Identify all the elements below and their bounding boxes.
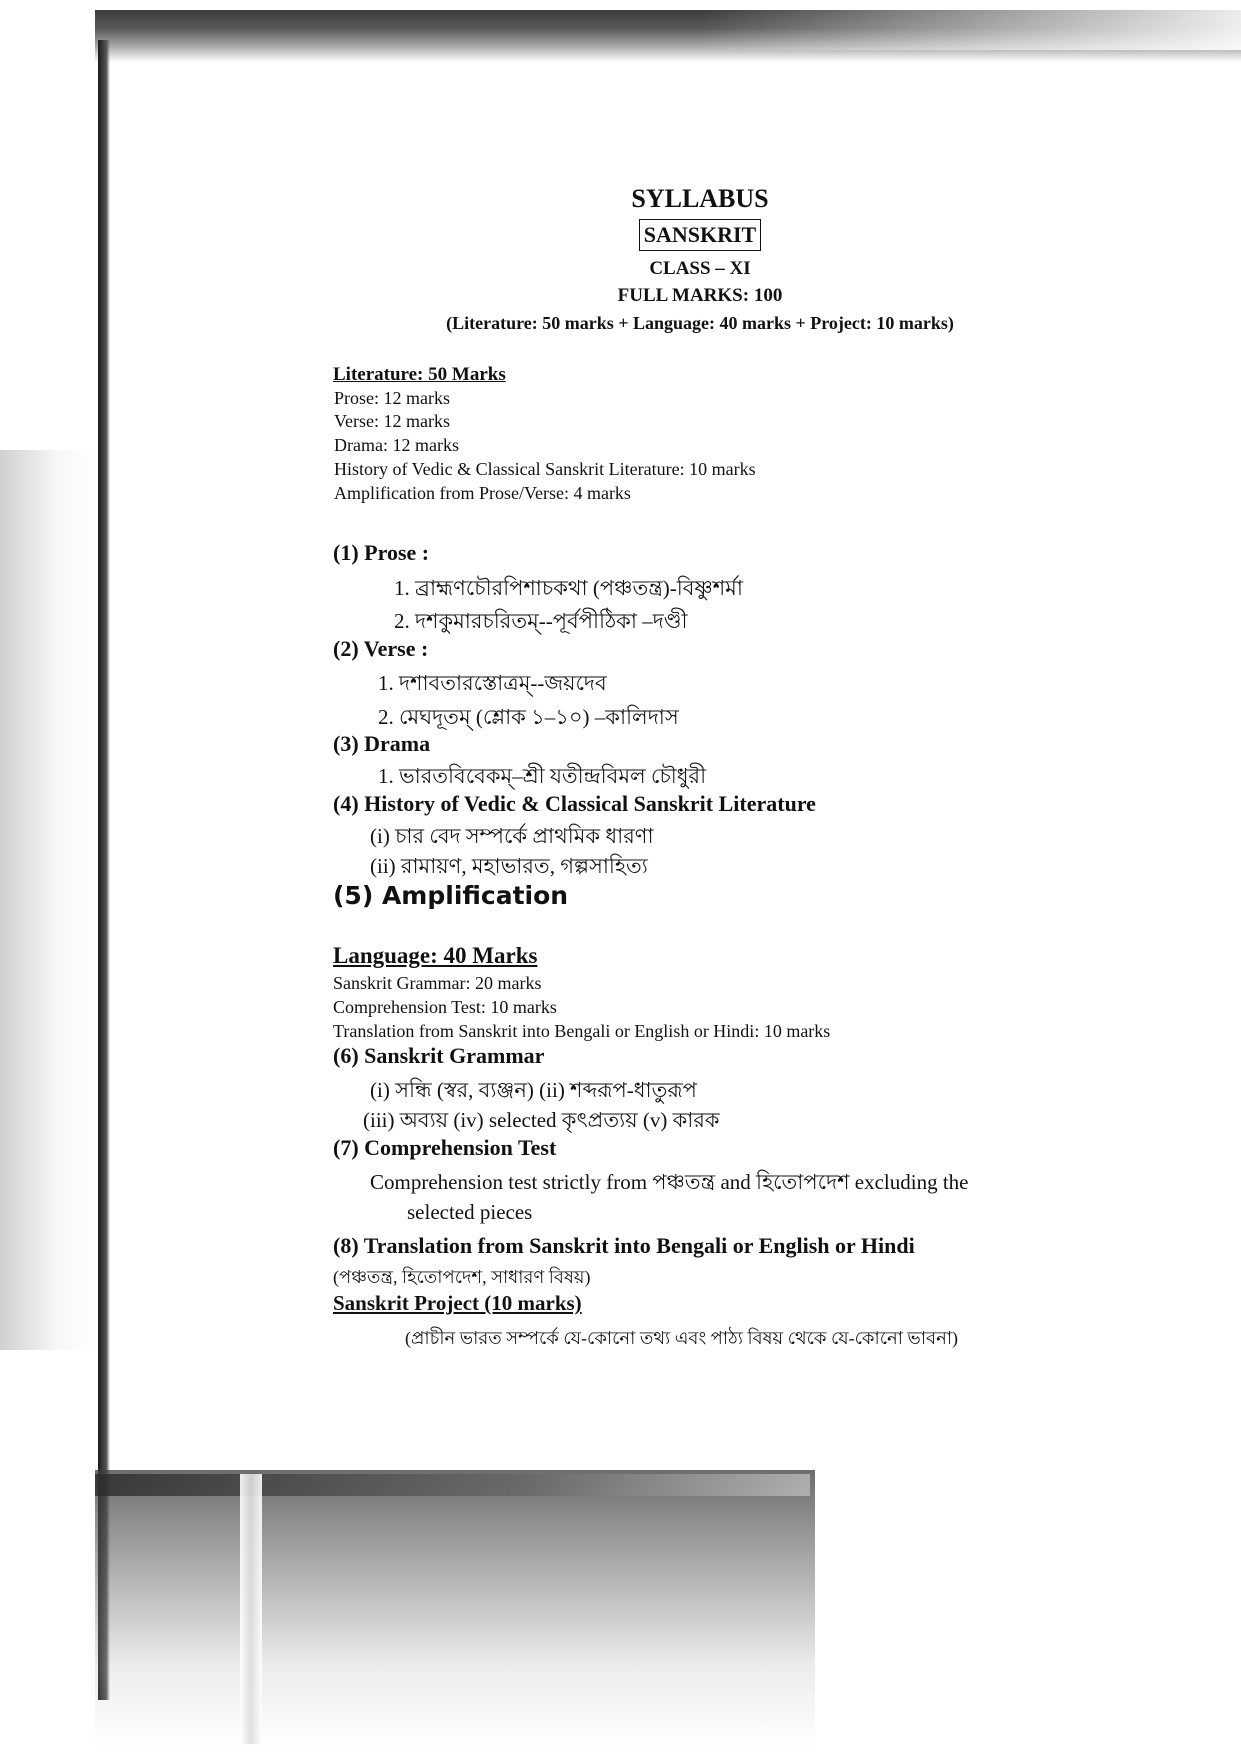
subject-box: SANSKRIT [639, 219, 761, 251]
literature-breakdown-item: Verse: 12 marks [334, 411, 450, 431]
prose-item: 2. দশকুমারচরিতম্--পূর্বপীঠিকা –দণ্ডী [394, 609, 688, 633]
grammar-heading: (6) Sanskrit Grammar [333, 1043, 545, 1068]
history-heading: (4) History of Vedic & Classical Sanskrit Literature [333, 791, 816, 816]
grammar-item: (i) সন্ধি (স্বর, ব্যঞ্জন) (ii) শব্দরূপ-ধাতুরূপ [370, 1078, 697, 1102]
project-heading: Sanskrit Project (10 marks) [333, 1291, 582, 1315]
language-breakdown-item: Comprehension Test: 10 marks [333, 997, 557, 1017]
prose-heading: (1) Prose : [333, 540, 430, 565]
amplification-heading: (5) Amplification [333, 881, 569, 910]
translation-heading: (8) Translation from Sanskrit into Bengali or English or Hindi [333, 1233, 915, 1258]
translation-note: (পঞ্চতন্ত্র, হিতোপদেশ, সাধারণ বিষয়) [333, 1267, 591, 1287]
drama-heading: (3) Drama [333, 731, 431, 756]
class-label: CLASS – XI [649, 258, 751, 279]
comprehension-line: Comprehension test strictly from পঞ্চতন্ত্র and হিতোপদেশ excluding the [370, 1170, 969, 1194]
document-title: SYLLABUS [631, 184, 769, 213]
subject-box-wrap [330, 219, 1070, 251]
verse-heading: (2) Verse : [333, 636, 429, 661]
language-breakdown-item: Translation from Sanskrit into Bengali or English or Hindi: 10 marks [333, 1021, 831, 1041]
literature-breakdown-item: Amplification from Prose/Verse: 4 marks [334, 483, 631, 503]
literature-breakdown-item: History of Vedic & Classical Sanskrit Literature: 10 marks [334, 459, 756, 479]
comprehension-line: selected pieces [407, 1200, 533, 1224]
marks-split: (Literature: 50 marks + Language: 40 marks + Project: 10 marks) [446, 313, 954, 333]
full-marks: FULL MARKS: 100 [617, 285, 783, 306]
grammar-item: (iii) অব্যয় (iv) selected কৃৎপ্রত্যয় (v) কারক [363, 1108, 720, 1132]
comprehension-heading: (7) Comprehension Test [333, 1135, 557, 1160]
history-item: (i) চার বেদ সম্পর্কে প্রাথমিক ধারণা [370, 824, 654, 848]
project-note: (প্রাচীন ভারত সম্পর্কে যে-কোনো তথ্য এবং পাঠ্য বিষয় থেকে যে-কোনো ভাবনা) [405, 1328, 959, 1348]
literature-breakdown-item: Prose: 12 marks [334, 388, 450, 408]
drama-item: 1. ভারতবিবেকম্–শ্রী যতীন্দ্রবিমল চৌধুরী [378, 764, 707, 788]
verse-item: 2. মেঘদূতম্ (শ্লোক ১–১০) –কালিদাস [378, 705, 679, 729]
language-heading: Language: 40 Marks [333, 943, 538, 968]
history-item: (ii) রামায়ণ, মহাভারত, গল্পসাহিত্য [370, 854, 648, 878]
prose-item: 1. ব্রাহ্মণচৌরপিশাচকথা (পঞ্চতন্ত্র)-বিষ্ণুশর্মা [394, 576, 743, 600]
verse-item: 1. দশাবতারস্তোত্রম্--জয়দেব [378, 671, 607, 695]
literature-breakdown-item: Drama: 12 marks [334, 435, 459, 455]
language-breakdown-item: Sanskrit Grammar: 20 marks [333, 973, 542, 993]
literature-heading: Literature: 50 Marks [333, 364, 506, 385]
